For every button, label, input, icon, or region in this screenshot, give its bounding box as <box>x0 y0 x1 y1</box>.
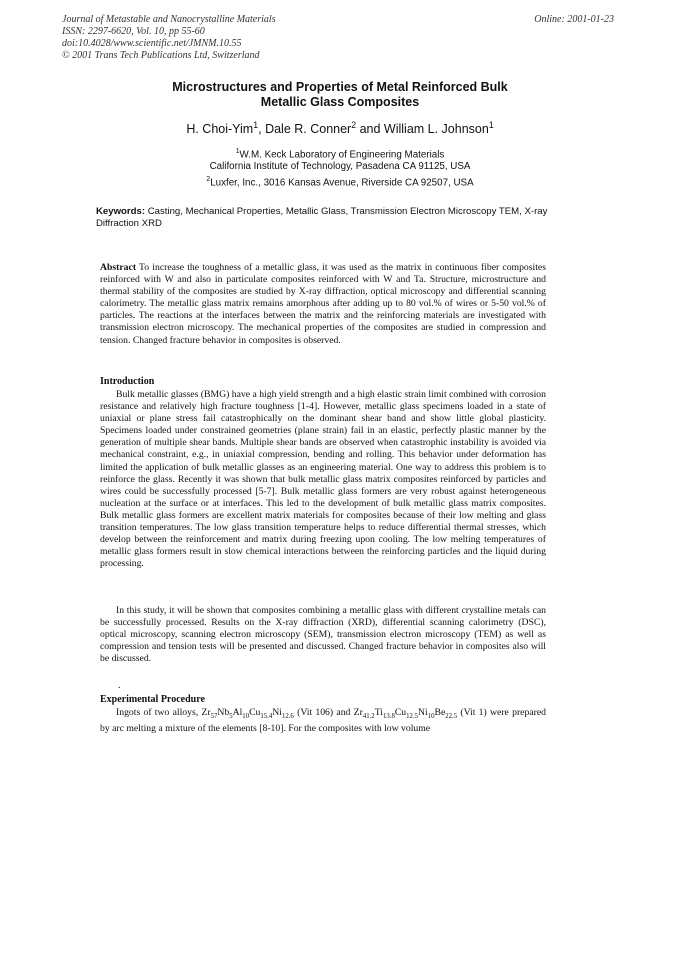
author-3: William L. Johnson <box>383 122 489 137</box>
experimental-heading: Experimental Procedure <box>100 694 205 705</box>
experimental-paragraph-1 <box>100 707 546 735</box>
keywords <box>96 206 566 230</box>
online-date: Online: 2001-01-23 <box>534 14 614 25</box>
title-line-2: Metallic Glass Composites <box>260 95 420 109</box>
affiliation-1 <box>90 146 590 173</box>
introduction-heading: Introduction <box>100 376 155 387</box>
keywords-text: Casting, Mechanical Properties, Metallic Glass, Transmission Electron Microscopy TEM, X-ray Diffraction XRD <box>96 206 548 229</box>
author-1-affiliation-mark: 1 <box>253 120 259 130</box>
paper-title <box>90 80 590 110</box>
alloy-2-formula: $Zr_{41.2}Ti_{13.8}Cu_{12.5}Ni_{10}Be_{22.5}$ <box>353 707 458 720</box>
author-separator-2: and <box>356 122 384 137</box>
journal-name: Journal of Metastable and Nanocrystalline Materials <box>62 14 276 25</box>
affiliation-1-line-2: California Institute of Technology, Pasadena CA 91125, USA <box>209 161 471 173</box>
experimental-text-end: were prepared by arc melting a mixture of the elements [8-10]. For the composites with low volume <box>100 707 546 735</box>
affiliation-2-mark: 2 <box>206 176 211 183</box>
experimental-text-start: Ingots of two alloys, <box>116 707 202 718</box>
affiliation-1-mark: 1 <box>235 148 240 155</box>
author-1: H. Choi-Yim <box>186 122 254 137</box>
alloy-1-name: (Vit 106) and <box>293 707 354 718</box>
affiliation-1-line-1: W.M. Keck Laboratory of Engineering Materials <box>239 149 445 161</box>
keywords-label: Keywords: <box>96 206 146 217</box>
author-separator-1: , <box>258 122 266 137</box>
author-list <box>90 120 590 136</box>
introduction-paragraph-1-text: Bulk metallic glasses (BMG) have a high yield strength and a high elastic strain limit combined with corrosion resistance and relatively high fracture toughness [1-4]. However, metallic glass specimens loaded in a state of uniaxial or plane stress fail catastrophically on the dominant shear band and show little global plasticity. Specimens loaded under constrained geometries (plane strain) fail in an elastic, perfectly plastic manner by the generation of multiple shear bands. Multiple shear bands are observed when catastrophic instability is avoided via mechanical constraint, e.g., in uniaxial compression, bending and rolling. This behavior under deformation has limited the application of bulk metallic glasses as an engineering material. One way to address this problem is to reinforce the glass. Recently it was shown that bulk metallic glass matrix composites reinforced by particles and wires could be successfully processed [5-7]. Bulk metallic glass formers are very robust against heterogeneous nucleation at the surface or at interfaces. This led to the development of bulk metallic glass matrix composites. Bulk metallic glass formers are excellent matrix materials for composites because of their low melting and glass transition temperatures. The low glass transition temperature helps to reduce differential thermal stresses, which develop between the reinforcement and matrix during freezing upon cooling. The low melting temperatures of metallic glass formers result in slow chemical interactions between the reinforcing particles and the liquid during processing. <box>100 389 546 570</box>
introduction-paragraph-2-text: In this study, it will be shown that composites combining a metallic glass with different crystalline metals can be successfully processed. Results on the X-ray diffraction (XRD), differential scanning calorimetry (DSC), optical microscopy, scanning electron microscopy (SEM), transmission electron microscopy (TEM) as well as compression and tension tests will be presented and discussed. Changed fracture behavior in composites also will be discussed. <box>100 605 546 665</box>
author-2-affiliation-mark: 2 <box>351 120 357 130</box>
affiliation-2 <box>90 174 590 189</box>
alloy-1-formula: $Zr_{57}Nb_5Al_{10}Cu_{15.4}Ni_{12.6}$ <box>201 707 294 720</box>
author-2: Dale R. Conner <box>265 122 352 137</box>
author-3-affiliation-mark: 1 <box>488 120 494 130</box>
abstract-text: To increase the toughness of a metallic glass, it was used as the matrix in continuous fiber composites reinforced with W and also in particulate composites reinforced with W and Ta. Structure, microstructure and thermal stability of the composites are studied by X-ray diffraction, optical microscopy and differential scanning calorimetry. The metallic glass matrix remains amorphous after adding up to 80 vol.% of wires or 5-50 vol.% of particles. The reactions at the interfaces between the matrix and the reinforcing materials are investigated with transmission electron microscopy. The mechanical properties of the composites are studied in compression and tension. Changed fracture behavior in composites is observed. <box>100 262 546 346</box>
title-line-1: Microstructures and Properties of Metal Reinforced Bulk <box>172 80 508 94</box>
introduction-paragraph-2 <box>100 605 546 665</box>
experimental-paragraph-1-text <box>100 707 546 735</box>
introduction-paragraph-1 <box>100 389 546 570</box>
stray-dot: . <box>118 680 121 691</box>
affiliation-2-line-1: Luxfer, Inc., 3016 Kansas Avenue, Riverside CA 92507, USA <box>210 177 474 189</box>
journal-header <box>62 14 618 62</box>
alloy-2-name: (Vit 1) <box>457 707 487 718</box>
abstract <box>100 262 546 347</box>
journal-issn: ISSN: 2297-6620, Vol. 10, pp 55-60 <box>62 26 205 37</box>
journal-doi: doi:10.4028/www.scientific.net/JMNM.10.55 <box>62 38 242 49</box>
abstract-label: Abstract <box>100 262 137 273</box>
journal-copyright: © 2001 Trans Tech Publications Ltd, Switzerland <box>62 50 260 61</box>
